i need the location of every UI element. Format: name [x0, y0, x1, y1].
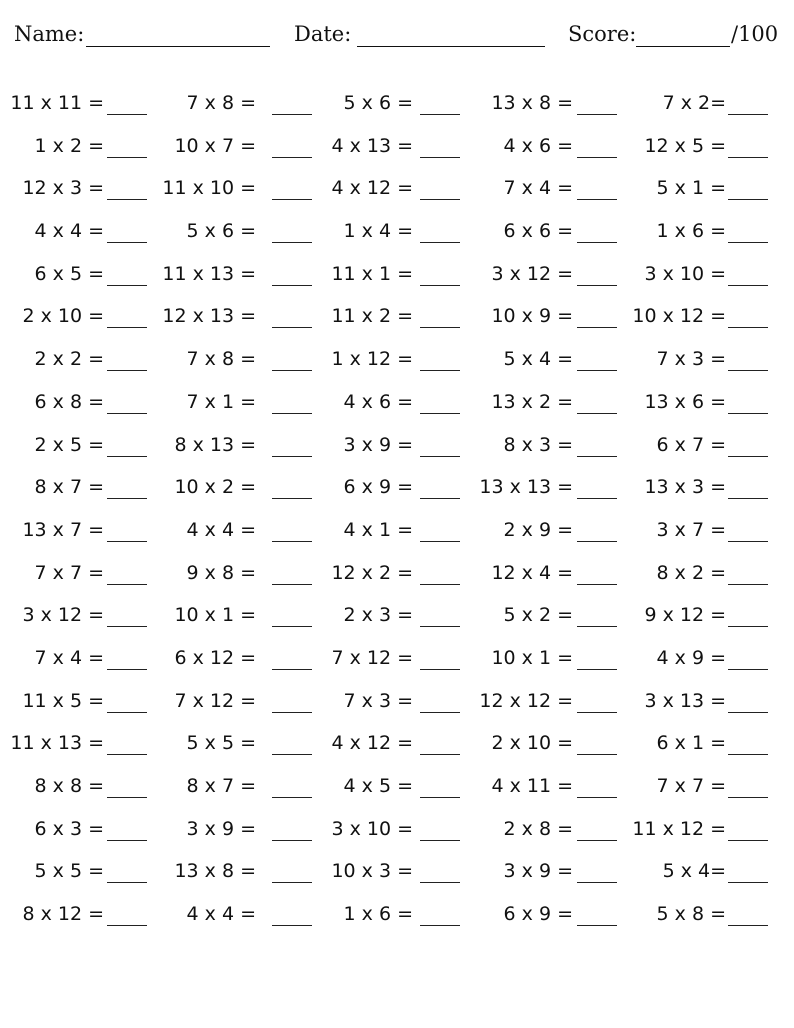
problem-expression: 6 x 12 =: [174, 646, 256, 669]
date-label: Date:: [294, 22, 352, 46]
problem-expression: 4 x 13 =: [331, 134, 413, 157]
problem-expression: 10 x 3 =: [331, 860, 413, 883]
problem-expression: 9 x 12 =: [644, 604, 726, 627]
answer-blank[interactable]: [728, 157, 768, 158]
problem-expression: 3 x 9 =: [186, 817, 256, 840]
answer-blank[interactable]: [728, 669, 768, 670]
problem-expression: 3 x 10 =: [331, 817, 413, 840]
problem-row: [0, 127, 794, 170]
name-label: Name:: [14, 22, 85, 46]
problem-expression: 8 x 7 =: [34, 476, 104, 499]
answer-blank[interactable]: [728, 413, 768, 414]
problem-row: [0, 297, 794, 340]
problem-expression: 7 x 7 =: [656, 775, 726, 797]
problem-expression: 5 x 8 =: [656, 903, 726, 926]
problem-expression: 10 x 7 =: [174, 134, 256, 157]
problem-expression: 1 x 12 =: [331, 348, 413, 371]
answer-blank[interactable]: [728, 882, 768, 883]
problem-expression: 11 x 13 =: [10, 732, 104, 755]
problem-expression: 12 x 13 =: [162, 305, 256, 328]
score-total: /100: [731, 22, 779, 46]
problem-expression: 3 x 9 =: [343, 433, 413, 456]
problem-grid: [0, 84, 794, 944]
problem-row: [0, 852, 794, 895]
problem-expression: 1 x 2 =: [34, 134, 104, 157]
problem-expression: 5 x 6 =: [186, 220, 256, 243]
worksheet-header: [0, 0, 794, 60]
problem-row: [0, 767, 794, 810]
problem-expression: 13 x 3 =: [644, 476, 726, 499]
answer-blank[interactable]: [728, 626, 768, 627]
problem-expression: 7 x 12 =: [331, 646, 413, 669]
problem-expression: 4 x 6 =: [343, 390, 413, 413]
problem-expression: 2 x 5 =: [34, 433, 104, 456]
problem-row: [0, 511, 794, 554]
problem-expression: 4 x 12 =: [331, 177, 413, 200]
answer-blank[interactable]: [728, 584, 768, 585]
problem-row: [0, 212, 794, 255]
problem-expression: 5 x 5 =: [186, 732, 256, 755]
problem-expression: 4 x 12 =: [331, 732, 413, 755]
answer-blank[interactable]: [728, 327, 768, 328]
problem-expression: 10 x 12 =: [632, 305, 726, 328]
answer-blank[interactable]: [728, 114, 768, 115]
answer-blank[interactable]: [728, 370, 768, 371]
problem-expression: 5 x 5 =: [34, 860, 104, 883]
problem-expression: 6 x 3 =: [34, 817, 104, 840]
problem-row: [0, 810, 794, 853]
problem-expression: 4 x 11 =: [491, 775, 573, 797]
problem-expression: 13 x 2 =: [491, 390, 573, 413]
problem-expression: 10 x 9 =: [491, 305, 573, 328]
problem-expression: 8 x 3 =: [503, 433, 573, 456]
problem-expression: 6 x 8 =: [34, 390, 104, 413]
problem-expression: 4 x 9 =: [656, 646, 726, 669]
problem-expression: 4 x 4 =: [34, 220, 104, 243]
problem-expression: 2 x 8 =: [503, 817, 573, 840]
problem-expression: 6 x 6 =: [503, 220, 573, 243]
answer-blank[interactable]: [728, 242, 768, 243]
problem-expression: 7 x 1 =: [186, 390, 256, 413]
score-line: [636, 46, 730, 47]
problem-expression: 11 x 10 =: [162, 177, 256, 200]
problem-row: [0, 426, 794, 469]
problem-expression: 5 x 1 =: [656, 177, 726, 200]
problem-expression: 9 x 8 =: [186, 561, 256, 584]
answer-blank[interactable]: [728, 541, 768, 542]
problem-expression: 6 x 5 =: [34, 262, 104, 285]
problem-expression: 10 x 1 =: [491, 646, 573, 669]
problem-expression: 3 x 9 =: [503, 860, 573, 883]
problem-expression: 2 x 10 =: [491, 732, 573, 755]
problem-expression: 13 x 13 =: [479, 476, 573, 499]
problem-expression: 8 x 13 =: [174, 433, 256, 456]
problem-expression: 7 x 8 =: [186, 92, 256, 114]
problem-expression: 4 x 6 =: [503, 134, 573, 157]
problem-expression: 2 x 10 =: [22, 305, 104, 328]
problem-expression: 13 x 6 =: [644, 390, 726, 413]
answer-blank[interactable]: [728, 925, 768, 926]
problem-row: [0, 554, 794, 597]
problem-expression: 7 x 4 =: [34, 646, 104, 669]
problem-expression: 3 x 13 =: [644, 689, 726, 712]
answer-blank[interactable]: [728, 754, 768, 755]
problem-row: [0, 682, 794, 725]
problem-expression: 5 x 4=: [662, 860, 726, 883]
problem-column-5: [0, 84, 794, 938]
problem-expression: 13 x 7 =: [22, 518, 104, 541]
problem-expression: 7 x 8 =: [186, 348, 256, 371]
problem-expression: 7 x 3 =: [656, 348, 726, 371]
answer-blank[interactable]: [728, 199, 768, 200]
problem-expression: 5 x 2 =: [503, 604, 573, 627]
problem-expression: 11 x 5 =: [22, 689, 104, 712]
problem-expression: 12 x 2 =: [331, 561, 413, 584]
problem-row: [0, 468, 794, 511]
problem-expression: 12 x 5 =: [644, 134, 726, 157]
problem-row: [0, 169, 794, 212]
problem-expression: 3 x 12 =: [491, 262, 573, 285]
problem-row: [0, 596, 794, 639]
problem-expression: 6 x 7 =: [656, 433, 726, 456]
problem-expression: 8 x 7 =: [186, 775, 256, 797]
problem-expression: 1 x 6 =: [656, 220, 726, 243]
problem-expression: 3 x 7 =: [656, 518, 726, 541]
problem-expression: 5 x 6 =: [343, 92, 413, 114]
problem-expression: 2 x 2 =: [34, 348, 104, 371]
problem-expression: 11 x 1 =: [331, 262, 413, 285]
problem-expression: 8 x 12 =: [22, 903, 104, 926]
problem-row: [0, 383, 794, 426]
problem-expression: 3 x 12 =: [22, 604, 104, 627]
problem-expression: 2 x 3 =: [343, 604, 413, 627]
problem-expression: 12 x 4 =: [491, 561, 573, 584]
problem-expression: 7 x 4 =: [503, 177, 573, 200]
problem-expression: 11 x 2 =: [331, 305, 413, 328]
problem-expression: 7 x 7 =: [34, 561, 104, 584]
problem-expression: 7 x 2=: [662, 92, 726, 114]
problem-expression: 7 x 3 =: [343, 689, 413, 712]
answer-blank[interactable]: [728, 797, 768, 798]
problem-expression: 7 x 12 =: [174, 689, 256, 712]
problem-expression: 4 x 5 =: [343, 775, 413, 797]
answer-blank[interactable]: [728, 498, 768, 499]
problem-expression: 10 x 1 =: [174, 604, 256, 627]
problem-expression: 11 x 11 =: [10, 92, 104, 114]
problem-expression: 3 x 10 =: [644, 262, 726, 285]
answer-blank[interactable]: [728, 840, 768, 841]
answer-blank[interactable]: [728, 285, 768, 286]
problem-expression: 13 x 8 =: [174, 860, 256, 883]
score-label: Score:: [568, 22, 637, 46]
date-line: [357, 46, 545, 47]
answer-blank[interactable]: [728, 712, 768, 713]
problem-row: [0, 340, 794, 383]
problem-expression: 11 x 13 =: [162, 262, 256, 285]
problem-expression: 11 x 12 =: [632, 817, 726, 840]
problem-expression: 4 x 4 =: [186, 903, 256, 926]
problem-row: [0, 84, 794, 127]
problem-row: [0, 639, 794, 682]
problem-expression: 6 x 9 =: [343, 476, 413, 499]
problem-expression: 12 x 3 =: [22, 177, 104, 200]
problem-expression: 2 x 9 =: [503, 518, 573, 541]
problem-expression: 12 x 12 =: [479, 689, 573, 712]
problem-expression: 4 x 1 =: [343, 518, 413, 541]
problem-expression: 6 x 1 =: [656, 732, 726, 755]
problem-row: [0, 724, 794, 767]
answer-blank[interactable]: [728, 456, 768, 457]
problem-expression: 6 x 9 =: [503, 903, 573, 926]
problem-expression: 5 x 4 =: [503, 348, 573, 371]
problem-expression: 13 x 8 =: [491, 92, 573, 114]
problem-expression: 8 x 8 =: [34, 775, 104, 797]
problem-row: [0, 255, 794, 298]
problem-row: [0, 895, 794, 938]
problem-expression: 4 x 4 =: [186, 518, 256, 541]
problem-expression: 8 x 2 =: [656, 561, 726, 584]
problem-expression: 10 x 2 =: [174, 476, 256, 499]
problem-expression: 1 x 6 =: [343, 903, 413, 926]
name-line: [86, 46, 270, 47]
problem-expression: 1 x 4 =: [343, 220, 413, 243]
